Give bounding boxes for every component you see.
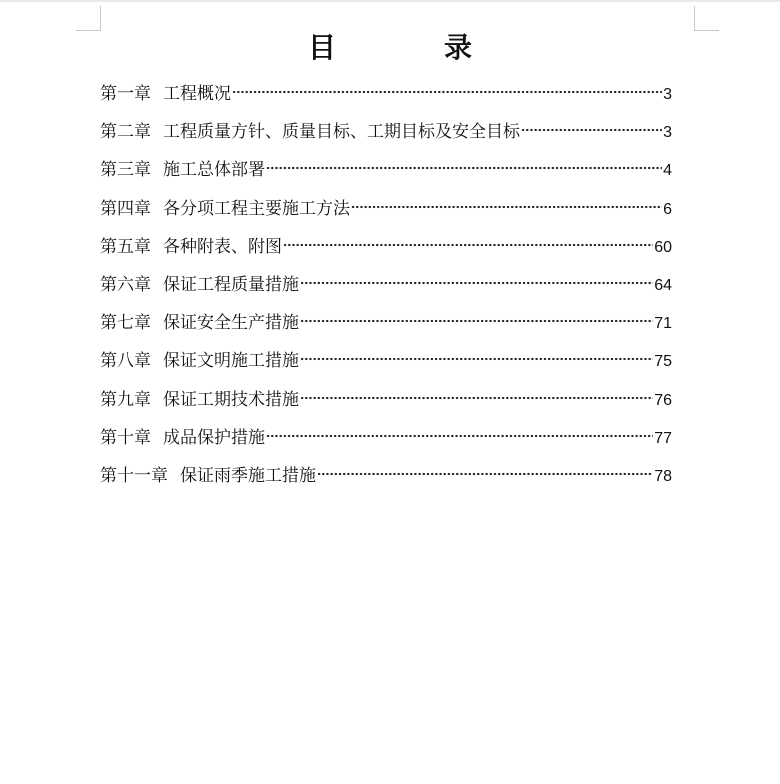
toc-dot-leader bbox=[266, 434, 653, 438]
toc-chapter-title: 工程质量方针、质量目标、工期目标及安全目标 bbox=[163, 122, 520, 143]
toc-dot-leader bbox=[232, 90, 662, 94]
toc-title-char-2: 录 bbox=[444, 31, 473, 64]
toc-chapter-number: 第十一章 bbox=[100, 465, 168, 486]
toc-dot-leader bbox=[300, 281, 653, 285]
toc-entry[interactable] bbox=[100, 457, 672, 495]
toc-page-number: 76 bbox=[654, 391, 672, 409]
toc-chapter-title: 保证工期技术措施 bbox=[163, 389, 299, 410]
toc-dot-leader bbox=[283, 243, 653, 247]
toc-entry[interactable] bbox=[100, 190, 672, 228]
toc-chapter-title: 保证文明施工措施 bbox=[163, 351, 299, 372]
page-top-border bbox=[0, 0, 780, 2]
toc-chapter-number: 第五章 bbox=[100, 236, 151, 257]
toc-chapter-number: 第四章 bbox=[100, 198, 151, 219]
toc-chapter-number: 第七章 bbox=[100, 313, 151, 334]
toc-page-number: 78 bbox=[654, 467, 672, 485]
toc-chapter-number: 第三章 bbox=[100, 160, 151, 181]
toc-entry[interactable] bbox=[100, 342, 672, 380]
toc-chapter-title: 施工总体部署 bbox=[163, 160, 265, 181]
toc-entry[interactable] bbox=[100, 304, 672, 342]
toc-chapter-number: 第八章 bbox=[100, 351, 151, 372]
toc-dot-leader bbox=[300, 357, 653, 361]
toc-page-number: 71 bbox=[654, 315, 672, 333]
toc-chapter-number: 第一章 bbox=[100, 84, 151, 104]
toc-title bbox=[0, 26, 780, 66]
toc-chapter-title: 工程概况 bbox=[163, 84, 231, 104]
toc-chapter-number: 第二章 bbox=[100, 122, 151, 143]
toc-dot-leader bbox=[300, 319, 653, 323]
toc-page-number: 64 bbox=[654, 276, 672, 294]
toc-chapter-number: 第十章 bbox=[100, 427, 151, 448]
toc-chapter-title: 保证雨季施工措施 bbox=[180, 465, 316, 486]
toc-page-number: 60 bbox=[654, 238, 672, 256]
toc-page-number: 4 bbox=[663, 162, 672, 180]
toc-dot-leader bbox=[300, 396, 653, 400]
toc-page-number: 3 bbox=[663, 124, 672, 142]
toc-chapter-title: 成品保护措施 bbox=[163, 427, 265, 448]
toc-chapter-number: 第六章 bbox=[100, 274, 151, 295]
toc-dot-leader bbox=[351, 205, 662, 209]
toc-page-number: 6 bbox=[663, 200, 672, 218]
table-of-contents bbox=[100, 75, 672, 495]
toc-chapter-title: 各种附表、附图 bbox=[163, 236, 282, 257]
toc-dot-leader bbox=[266, 166, 662, 170]
toc-entry[interactable] bbox=[100, 228, 672, 266]
toc-title-char-1: 目 bbox=[307, 31, 336, 64]
toc-page-number: 3 bbox=[663, 86, 672, 103]
toc-entry[interactable] bbox=[100, 113, 672, 151]
toc-chapter-title: 保证安全生产措施 bbox=[163, 313, 299, 334]
toc-entry[interactable] bbox=[100, 75, 672, 113]
toc-dot-leader bbox=[521, 128, 662, 132]
toc-page-number: 77 bbox=[654, 429, 672, 447]
toc-page-number: 75 bbox=[654, 353, 672, 371]
toc-entry[interactable] bbox=[100, 151, 672, 189]
toc-entry[interactable] bbox=[100, 419, 672, 457]
toc-entry[interactable] bbox=[100, 381, 672, 419]
toc-dot-leader bbox=[317, 472, 653, 476]
toc-chapter-title: 保证工程质量措施 bbox=[163, 274, 299, 295]
toc-chapter-number: 第九章 bbox=[100, 389, 151, 410]
toc-entry[interactable] bbox=[100, 266, 672, 304]
toc-chapter-title: 各分项工程主要施工方法 bbox=[163, 198, 350, 219]
